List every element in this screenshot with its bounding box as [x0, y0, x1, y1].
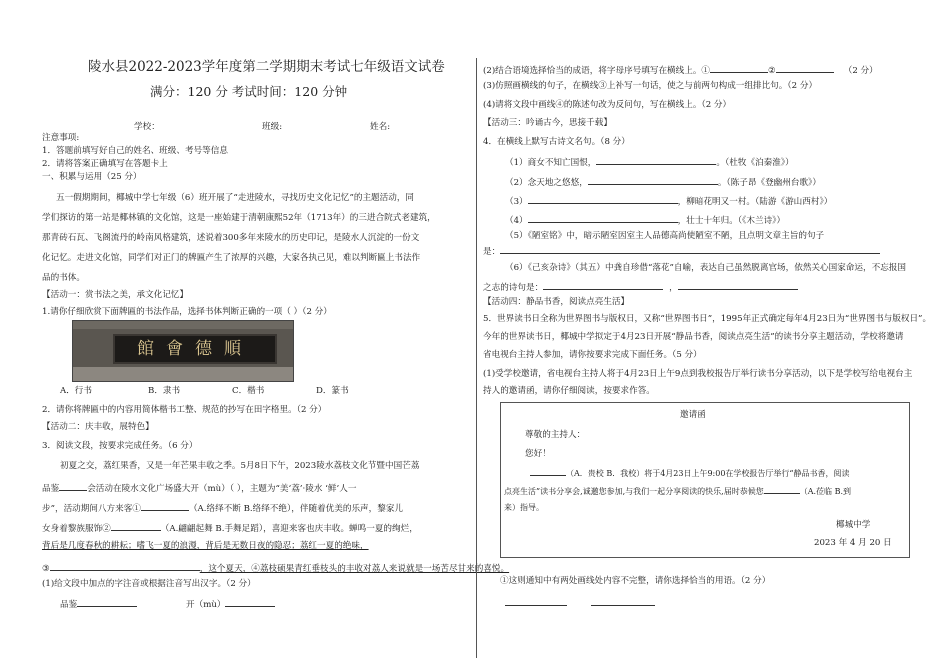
- poem-item: （5）《陋室铭》中，暗示陋室因室主人品德高尚使陋室不陋，且点明文章主旨的句子: [505, 231, 825, 241]
- poem-tail: ，壮士十年归。（《木兰诗》）: [677, 216, 786, 226]
- note-item: 2．请将答案正确填写在答题卡上: [42, 159, 168, 169]
- invitation-letter: [500, 402, 910, 558]
- answer-blank[interactable]: [528, 194, 678, 204]
- letter-body: [530, 466, 850, 479]
- answer-blank[interactable]: [500, 244, 880, 254]
- section-heading: 一、积累与运用（25 分）: [42, 172, 142, 182]
- passage-line: 初夏之交，荔红果香，又是一年芒果丰收之季。5月8日下午，2023陵水荔枝文化节暨中国芒荔: [60, 461, 420, 471]
- poem-item: 之志的诗句是： ，: [483, 280, 798, 294]
- passage-text: 女身着黎族服饰②: [42, 524, 111, 534]
- q-score: （2 分）: [843, 66, 878, 76]
- plaque-image: [72, 320, 294, 382]
- plaque-wall: [73, 367, 293, 381]
- poem-tail: 。（杜牧《泊秦淮》）: [716, 158, 794, 168]
- class-label: 班级:: [262, 122, 283, 132]
- answer-label: 开（mù）: [186, 600, 226, 610]
- q-text: (2)结合语境选择恰当的成语，将字母序号填写在横线上。①: [483, 66, 711, 76]
- activity-heading: 【活动一：赏书法之美，承文化记忆】: [42, 290, 189, 300]
- intro-line: 化记忆。走进文化馆，同学们对正门的牌匾产生了浓厚的兴趣，大家各执己见，难以判断匾上书法作: [42, 253, 421, 263]
- question-3-1: (1)给文段中加点的字注音或根据注音写出汉字。（2 分）: [42, 579, 256, 589]
- passage-text: 步”，活动期间八方来客①: [42, 504, 141, 514]
- intro-line: 品的书体。: [42, 273, 85, 283]
- option-a: A．行书: [60, 386, 92, 396]
- answer-blank[interactable]: [59, 481, 87, 491]
- answer-blank[interactable]: [225, 597, 275, 607]
- poem-item: （6）《己亥杂诗》（其五）中龚自珍借“落花”自喻，表达自己虽然脱离官场，依然关心国家命运，不忘报国: [505, 263, 906, 273]
- poem-tail: 之志的诗句是：: [483, 283, 544, 293]
- letter-text: （A.莅临 B.到: [799, 487, 852, 496]
- q5-line: 省电视台主持人参加，请你按要求完成下面任务。（5 分）: [483, 350, 702, 360]
- answer-blank[interactable]: [596, 155, 716, 165]
- answer-line: [60, 597, 137, 611]
- passage-text: （A.翩翩起舞 B.手舞足蹈），喜迎来客也庆丰收。蝉鸣一夏的绚烂，: [160, 524, 418, 534]
- note-item: 1．答题前填写好自己的姓名、班级、考号等信息: [42, 146, 228, 156]
- answer-blank[interactable]: [528, 213, 678, 223]
- answer-blank[interactable]: [50, 561, 200, 571]
- answer-label: 品鉴: [60, 600, 78, 610]
- activity-heading: 【活动二：庆丰收，展特色】: [42, 422, 154, 432]
- plaque-board: 館會德順: [113, 334, 277, 364]
- option-b: B．隶书: [148, 386, 181, 396]
- poem-tail: ，柳暗花明又一村。（陆游《游山西村》）: [677, 197, 833, 207]
- answer-blank[interactable]: [591, 596, 655, 606]
- notes-heading: 注意事项:: [42, 133, 80, 143]
- passage-line: [42, 481, 356, 495]
- poem-lead: （1）商女不知亡国恨，: [505, 158, 597, 168]
- answer-blank[interactable]: [530, 466, 566, 476]
- activity-heading: 【活动四：静品书香，阅读点亮生活】: [483, 297, 630, 307]
- plaque-roof: [73, 321, 293, 329]
- passage-text: ，这个夏天，④荔枝硕果青红垂枝头的丰收对荔人来说就是一场苦尽甘来的喜悦。: [199, 564, 510, 574]
- column-divider: [476, 58, 477, 658]
- poem-item: [505, 175, 821, 189]
- letter-hello: 您好！: [525, 449, 551, 459]
- question-3-2: [483, 63, 878, 77]
- passage-text: （A.络绎不断 B.络绎不绝），伴随着优美的乐声，黎家儿: [188, 504, 404, 514]
- letter-body: 来）指导。: [504, 503, 544, 512]
- poem-item: [505, 194, 832, 208]
- poem-lead: （2）念天地之悠悠，: [505, 178, 588, 188]
- question-2: 2．请你将牌匾中的内容用简体楷书工整、规范的抄写在田字格里。（2 分）: [42, 405, 327, 415]
- poem-lead: （4）: [505, 216, 528, 226]
- letter-text: （A．贵校 B．我校）将于4月23日上午9:00在学校报告厅举行“静品书香，阅读: [566, 469, 850, 478]
- letter-signature: 椰城中学: [836, 520, 871, 530]
- poem-tail: 是：: [483, 247, 501, 257]
- intro-line: 那青砖石瓦、飞阁流丹的岭南风格建筑，述说着300多年来陵水的历史印记，是陵水人沉淀的一份文: [42, 233, 420, 243]
- question-3-3: (3)仿照画横线的句子，在横线③上补写一句话，使之与前两句构成一组排比句。（2 分）: [483, 81, 818, 91]
- answer-blank[interactable]: [505, 596, 567, 606]
- school-label: 学校：: [134, 122, 160, 132]
- answer-blank[interactable]: [710, 63, 768, 73]
- letter-body: [504, 484, 851, 497]
- q5-1-task: ①这则通知中有两处画线处内容不完整，请你选择恰当的用语。（2 分）: [500, 576, 771, 586]
- question-1: 1.请你仔细欣赏下面牌匾的书法作品，选择书体判断正确的一项（ ）（2 分）: [42, 307, 332, 317]
- answer-blank[interactable]: [111, 521, 161, 531]
- activity-heading: 【活动三：吟诵古今，思接千载】: [483, 118, 612, 128]
- answer-line: [505, 596, 655, 610]
- exam-subtitle: 满分：120 分 考试时间：120 分钟: [150, 84, 348, 99]
- question-4: 4．在横线上默写古诗文名句。（8 分）: [483, 137, 630, 147]
- passage-line: [42, 561, 509, 575]
- option-d: D．篆书: [316, 386, 349, 396]
- q5-1-line: (1)受学校邀请，省电视台主持人将于4月23日上午9点到我校报告厅举行读书分享活动，以下是学校写给电视台主: [483, 369, 913, 379]
- answer-blank[interactable]: [764, 484, 800, 494]
- name-label: 姓名:: [370, 122, 391, 132]
- question-3-4: (4)请将文段中画线④的陈述句改为反问句，写在横线上。（2 分）: [483, 100, 732, 110]
- answer-blank[interactable]: [776, 63, 834, 73]
- intro-line: 学们探访的第一站是椰林镇的文化馆，这是一座始建于清朝康熙52年（1713年）的三进合院式老建筑，: [42, 213, 436, 223]
- answer-blank[interactable]: [77, 597, 137, 607]
- answer-blank[interactable]: [543, 280, 663, 290]
- passage-text: 会活动在陵水文化广场盛大开（mù）（ ），主题为“美‘荔’·陵水 ‘鲜’人一: [87, 484, 357, 494]
- q-text: ②: [768, 66, 776, 76]
- letter-date: 2023 年 4 月 20 日: [814, 538, 892, 548]
- answer-blank[interactable]: [588, 175, 718, 185]
- answer-line: [186, 597, 275, 611]
- intro-line: 五一假期期间，椰城中学七年级（6）班开展了“走进陵水，寻找历史文化记忆”的主题活动，同: [56, 193, 415, 203]
- letter-text: 点亮生活”读书分享会,诚邀您参加,与我们一起分享阅读的快乐,届时恭候您: [504, 487, 764, 496]
- q5-line: 5．世界读书日全称为世界图书与版权日，又称“世界图书日”，1995年正式确定每年4月23日为“世界图书与版权日”。: [483, 314, 932, 324]
- answer-blank[interactable]: [141, 501, 189, 511]
- q5-1-line: 持人的邀请函，请你仔细阅读，按要求作答。: [483, 386, 655, 396]
- poem-item: [505, 213, 785, 227]
- question-3: 3．阅读文段，按要求完成任务。（6 分）: [42, 441, 198, 451]
- poem-item: [483, 244, 880, 258]
- poem-item: [505, 155, 794, 169]
- passage-line: [42, 501, 403, 515]
- poem-lead: （3）: [505, 197, 528, 207]
- option-c: C．楷书: [232, 386, 265, 396]
- letter-title: 邀请函: [680, 410, 706, 420]
- letter-greeting: 尊敬的主持人：: [525, 430, 586, 440]
- passage-line: 背后是几度春秋的耕耘；嗜飞一夏的浪漫，背后是无数日夜的隐忍；荔红一夏的绝味，: [42, 541, 369, 551]
- poem-tail: 。（陈子昂《登幽州台歌》）: [717, 178, 821, 188]
- passage-line: [42, 521, 418, 535]
- passage-text: ③: [42, 564, 50, 574]
- answer-blank[interactable]: [678, 280, 798, 290]
- passage-text: 品鉴: [42, 484, 60, 494]
- exam-title: 陵水县2022-2023学年度第二学期期末考试七年级语文试卷: [88, 59, 445, 75]
- q5-line: 今年的世界读书日，椰城中学拟定于4月23日开展“静品书香，阅读点亮生活”的读书分享主题活动，学校将邀请: [483, 332, 904, 342]
